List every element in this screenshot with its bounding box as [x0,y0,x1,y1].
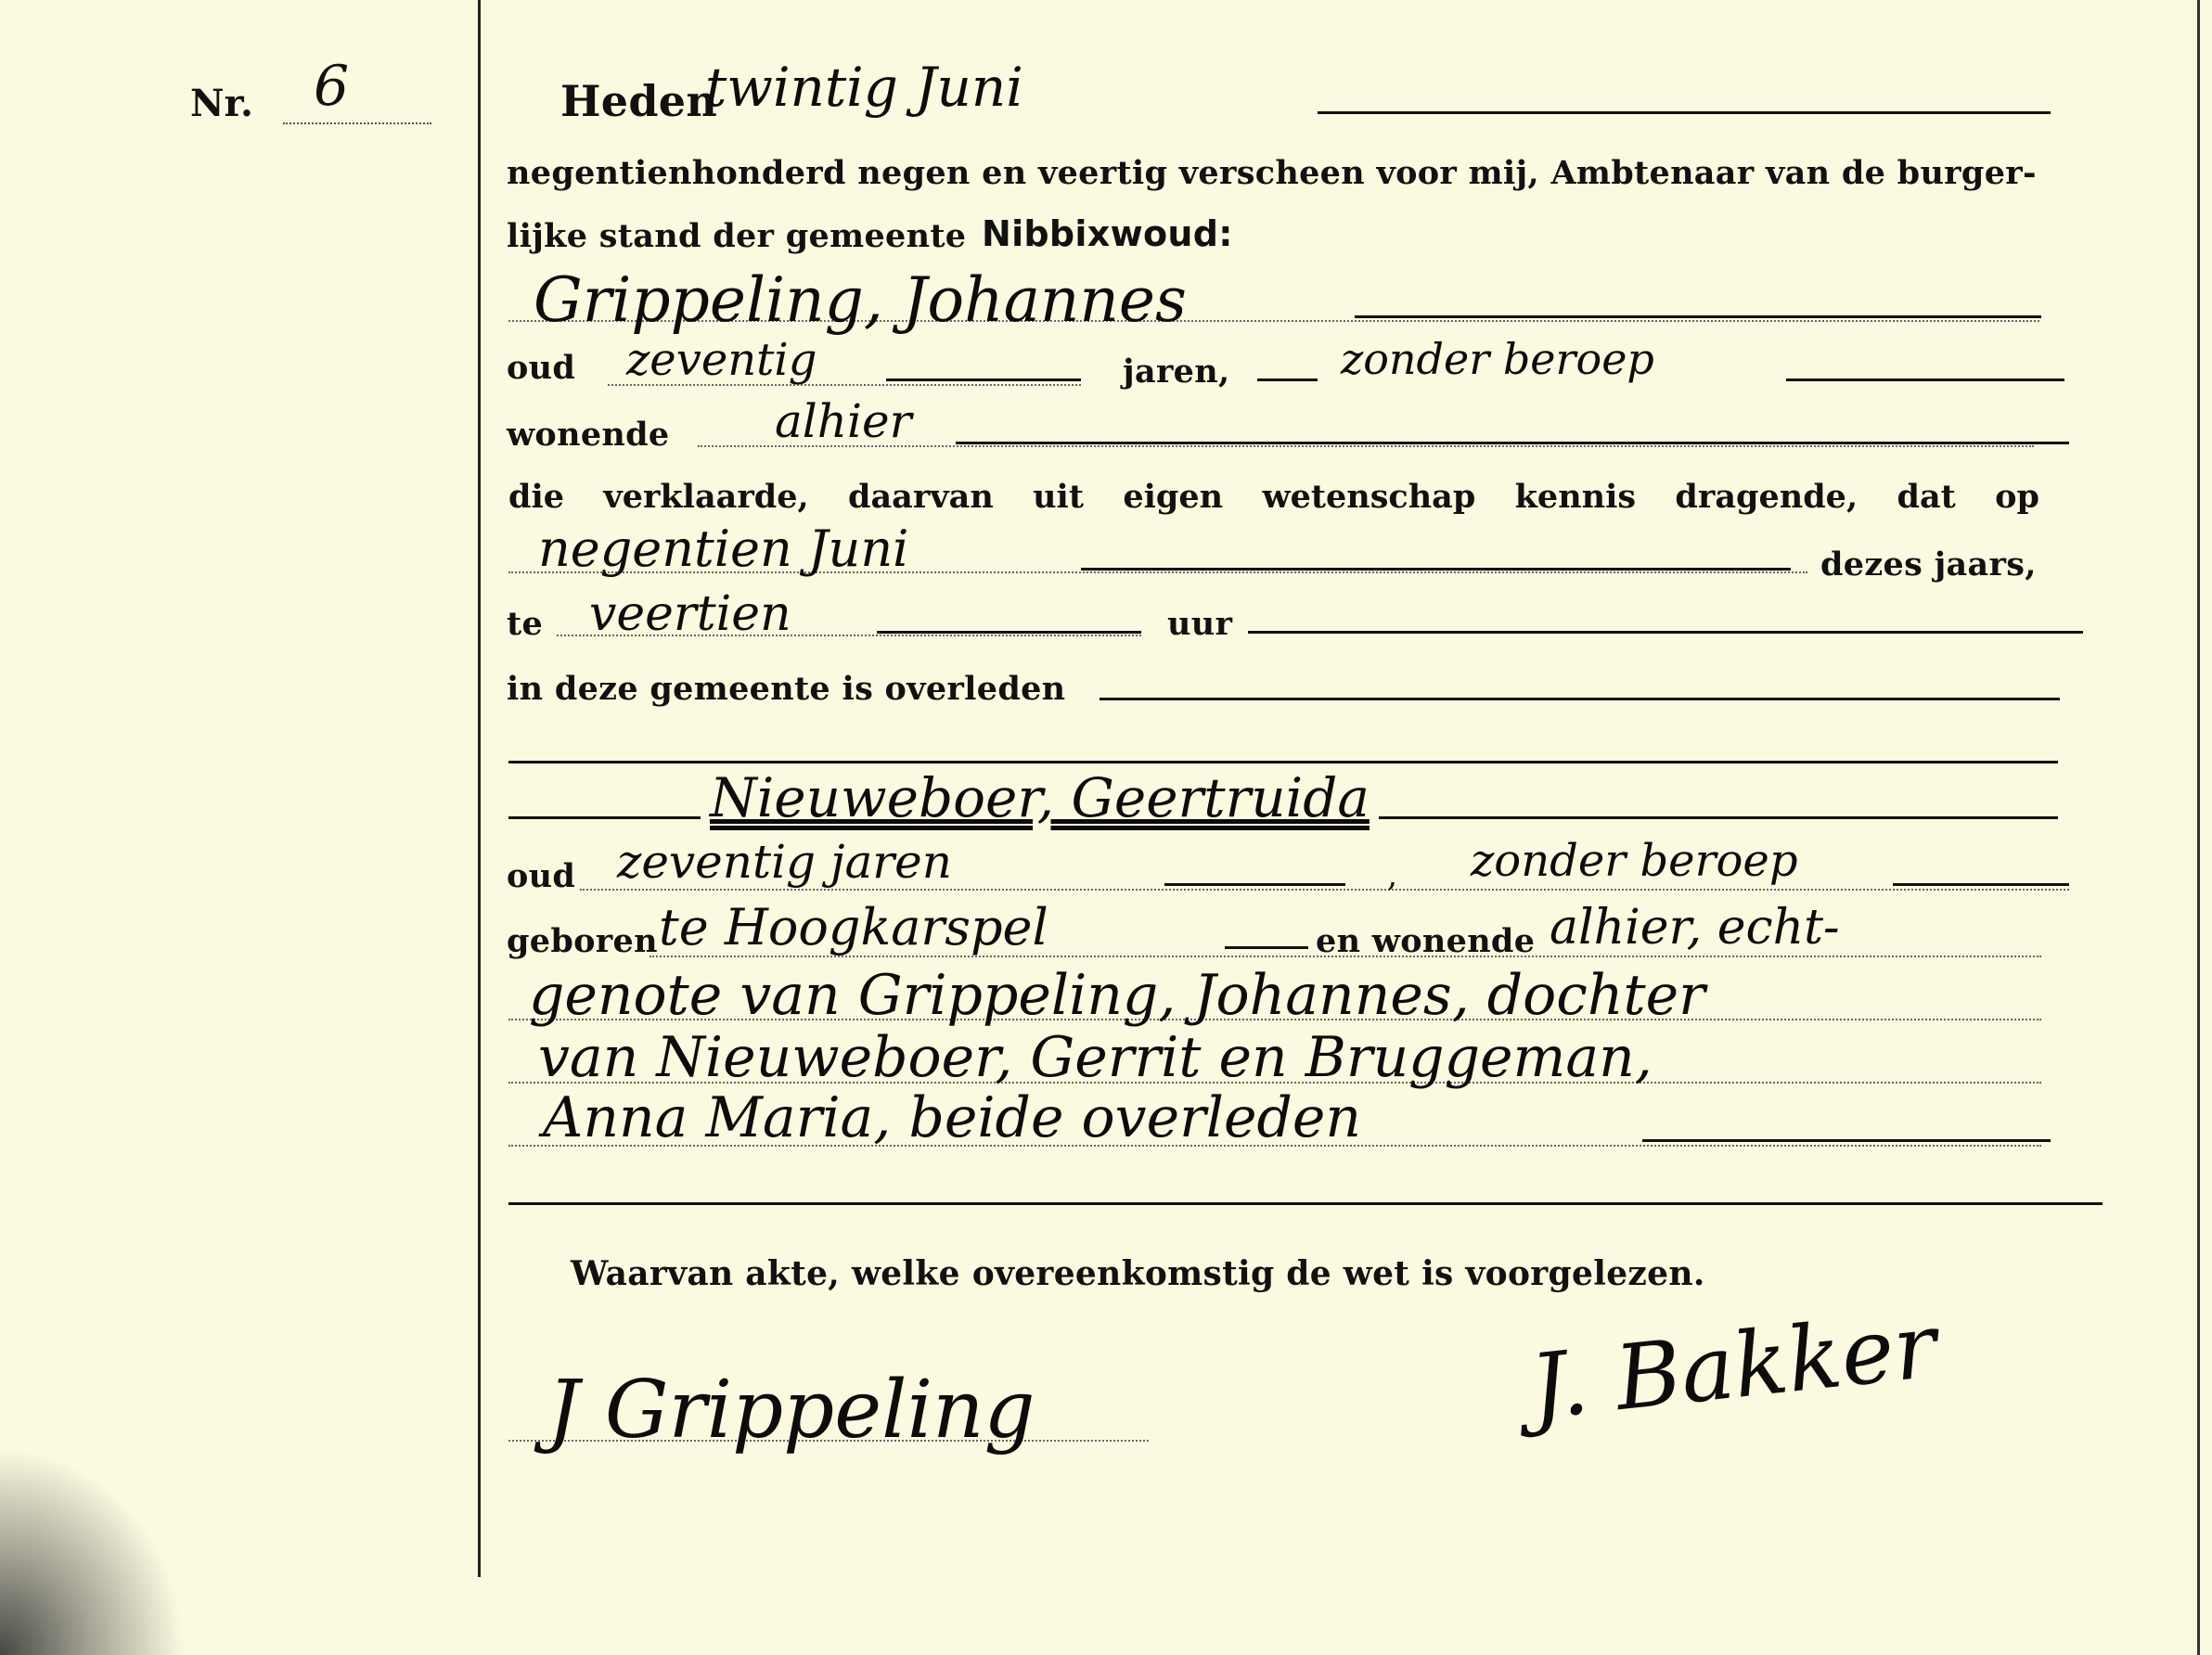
record-number-label: Nr. [190,82,253,125]
occupation-rule [1786,378,2064,381]
intro-line: negentienhonderd negen en veertig verscheen voor mij, Ambtenaar van de burger- [507,154,2037,192]
jaren-label: jaren, [1123,353,1230,391]
residence-rule [956,442,2069,444]
death-date: negentien Juni [538,520,909,578]
uur-rule [1248,631,2083,634]
en-wonende-label: en wonende [1316,922,1536,960]
verklaarde-word: daarvan [848,478,994,516]
verklaarde-word: dragende, [1675,478,1858,516]
declarant-residence: alhier [775,394,912,448]
margin-rule [478,0,481,1577]
dezes-jaars-label: dezes jaars, [1820,545,2037,584]
page-edge [2197,0,2200,1655]
record-number-value: 6 [314,54,350,119]
stand-prefix: lijke stand der gemeente [507,217,967,255]
occupation-lead-rule [1257,378,1318,381]
deceased-name: Nieuweboer, Geertruida [701,766,1379,829]
deceased-age-rule [1164,883,1345,886]
declarant-age: zeventig [626,334,817,386]
closing-rule [508,1202,2103,1205]
birthplace-rule [1225,946,1308,949]
deceased-occupation-rule [1893,883,2069,886]
verklaarde-word: wetenschap [1262,478,1476,516]
declarant-wonende-label: wonende [507,416,670,454]
geboren-label: geboren [507,922,658,960]
verklaarde-word: verklaarde, [603,478,809,516]
death-hour: veertien [589,586,791,642]
declarant-occupation: zonder beroep [1341,334,1654,384]
age-rule [886,378,1081,381]
deceased-residence: alhier, echt- [1550,900,1840,956]
blank-rule [508,761,2058,763]
declarant-oud-label: oud [507,349,576,387]
deceased-oud-label: oud [507,857,576,895]
heden-label: Heden [560,76,718,126]
official-signature: J. Bakker [1525,1293,1942,1440]
declarant-signature: J Grippeling [547,1364,1035,1456]
handwritten-line-2: van Nieuweboer, Gerrit en Bruggeman, [538,1025,1653,1090]
verklaarde-word: dat [1897,478,1956,516]
deceased-occupation: zonder beroep [1471,835,1798,887]
overleden-label: in deze gemeente is overleden [507,670,1066,708]
comma-mark: , [1387,857,1398,894]
heden-rule [1318,111,2051,114]
deceased-age: zeventig jaren [617,835,952,889]
verklaarde-line [508,478,2039,516]
te-label: te [507,605,544,643]
closing-statement: Waarvan akte, welke overeenkomstig de wet is voorgelezen. [571,1254,1705,1293]
hour-rule [877,631,1141,634]
handwritten-line-3: Anna Maria, beide overleden [543,1085,1362,1150]
continuation-rule [1642,1139,2051,1142]
verklaarde-word: uit [1033,478,1085,516]
deceased-age-dots [580,889,2069,891]
verklaarde-word: eigen [1123,478,1224,516]
handwritten-line-1: genote van Grippeling, Johannes, dochter [529,963,1705,1028]
verklaarde-word: op [1995,478,2039,516]
gemeente-name: Nibbixwoud: [982,213,1233,254]
heden-value: twintig Juni [705,56,1023,119]
record-number-dots [283,122,431,124]
declarant-rule [1355,315,2041,318]
uur-label: uur [1167,605,1233,643]
death-date-rule [1081,568,1791,571]
verklaarde-word: die [508,478,565,516]
declarant-name: Grippeling, Johannes [534,264,1187,336]
ink-smudge [0,1447,186,1655]
overleden-rule [1100,698,2060,700]
verklaarde-word: kennis [1514,478,1637,516]
birthplace: te Hoogkarspel [659,898,1048,956]
